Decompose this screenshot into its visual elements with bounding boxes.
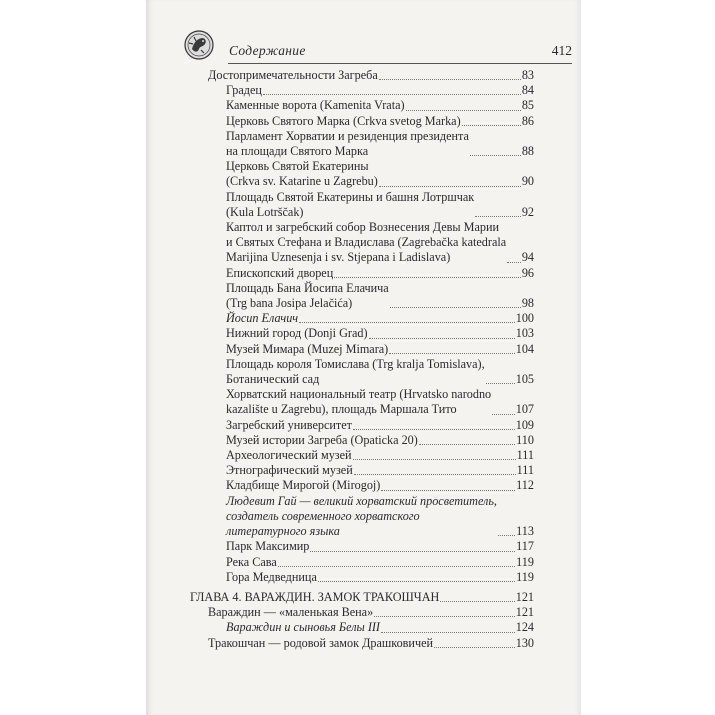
toc-entry	[190, 433, 534, 448]
dot-leader	[263, 94, 521, 95]
dot-leader	[498, 535, 515, 536]
dot-leader	[354, 474, 516, 475]
toc-entry	[190, 494, 534, 540]
toc-entry-title: Площадь Святой Екатерины и башня Лотршчак (Kula Lotrščak)	[226, 189, 475, 219]
dot-leader	[470, 155, 521, 156]
toc-entry-title: Река Сава	[226, 554, 277, 569]
toc-entry-page: 85	[521, 98, 534, 113]
dot-leader	[462, 125, 521, 126]
toc-entry	[190, 448, 534, 463]
dot-leader	[299, 322, 515, 323]
toc-entry-title: Загребский университет	[226, 417, 352, 432]
dot-leader	[353, 429, 515, 430]
toc-entry	[190, 129, 534, 159]
toc-entry-page: 109	[515, 417, 534, 432]
toc-entry-page: 117	[516, 539, 534, 554]
toc-entry-title: Площадь Бана Йосипа Елачича (Trg bana Josipa Jelačića)	[226, 280, 389, 311]
toc-entry-title: Этнографический музей	[226, 463, 353, 478]
toc-entry	[190, 281, 534, 311]
publisher-emblem-icon	[184, 30, 214, 60]
toc-entry	[190, 620, 534, 635]
toc-entry-title: Каменные ворота (Kamenita Vrata)	[226, 98, 405, 113]
toc-entry-title: Каптол и загребский собор Вознесения Девы Марии и Святых Стефана и Владислава (Zagrebačka katedrala Marijina Uznesenja i sv. Stjepana i Ladislava)	[226, 220, 507, 265]
toc-entry	[190, 570, 534, 585]
toc-entry	[190, 159, 534, 189]
toc-entry	[190, 342, 534, 357]
toc-entry-page: 94	[521, 250, 534, 265]
dot-leader	[278, 566, 515, 567]
toc-entry-page: 90	[521, 174, 534, 189]
toc-entry	[190, 463, 534, 478]
toc-entry-title: Археологический музей	[226, 448, 352, 463]
toc-entry-page: 113	[516, 524, 534, 539]
dot-leader	[381, 632, 515, 633]
toc-entry-page: 124	[515, 620, 534, 635]
toc-entry	[190, 311, 534, 326]
dot-leader	[369, 338, 515, 339]
toc-entry	[190, 387, 534, 417]
toc-entry	[190, 478, 534, 493]
toc-entry-page: 86	[521, 113, 534, 128]
toc-entry	[190, 636, 534, 651]
table-of-contents	[190, 68, 534, 651]
toc-entry	[190, 266, 534, 281]
dot-leader	[406, 110, 521, 111]
running-header	[184, 30, 572, 64]
toc-entry-title: ГЛАВА 4. ВАРАЖДИН. ЗАМОК ТРАКОШЧАН	[190, 589, 440, 604]
toc-entry-title: Музей истории Загреба (Opaticka 20)	[226, 432, 418, 447]
toc-entry-page: 107	[515, 402, 534, 417]
toc-entry-title: Епископский дворец	[226, 265, 334, 280]
dot-leader	[318, 581, 515, 582]
dot-leader	[507, 262, 521, 263]
dot-leader	[379, 79, 521, 80]
dot-leader	[486, 383, 515, 384]
header-title: Содержание	[229, 43, 306, 58]
dot-leader	[440, 601, 514, 602]
toc-entry	[190, 68, 534, 83]
toc-entry-title: Йосип Елачич	[226, 311, 299, 326]
dot-leader	[434, 647, 515, 648]
toc-entry	[190, 605, 534, 620]
toc-entry-title: Хорватский национальный театр (Hrvatsko narodno kazalište u Zagrebu), площадь Маршала Тито	[226, 387, 492, 417]
toc-entry	[190, 98, 534, 113]
toc-entry-page: 92	[521, 204, 534, 219]
dot-leader	[334, 277, 521, 278]
page-number: 412	[551, 43, 572, 58]
toc-entry-page: 104	[515, 341, 534, 356]
toc-entry	[190, 83, 534, 98]
dot-leader	[475, 216, 521, 217]
dot-leader	[389, 353, 514, 354]
toc-entry-title: Кладбище Мирогой (Mirogoj)	[226, 478, 381, 493]
toc-entry-page: 130	[515, 635, 534, 650]
toc-entry-title: Церковь Святого Марка (Crkva svetog Marka)	[226, 113, 461, 128]
toc-entry	[190, 555, 534, 570]
toc-entry-page: 83	[521, 68, 534, 82]
dot-leader	[379, 186, 521, 187]
toc-entry	[190, 190, 534, 220]
toc-entry-title: Музей Мимара (Muzej Mimara)	[226, 341, 389, 356]
toc-entry-page: 88	[521, 144, 534, 159]
dot-leader	[381, 490, 515, 491]
toc-entry	[190, 114, 534, 129]
toc-entry-page: 111	[516, 463, 534, 478]
toc-entry-page: 96	[521, 265, 534, 280]
toc-entry-page: 121	[515, 605, 534, 620]
toc-entry	[190, 220, 534, 266]
toc-entry-page: 84	[521, 83, 534, 98]
toc-entry-title: Людевит Гай — великий хорватский просветитель, создатель современного хорватского литературного языка	[226, 493, 497, 539]
dot-leader	[374, 616, 515, 617]
toc-entry-title: Парламент Хорватии и резиденция президента на площади Святого Марка	[226, 128, 469, 159]
toc-entry-title: Вараждин и сыновья Белы III	[226, 620, 380, 635]
toc-entry-page: 121	[515, 589, 534, 604]
dot-leader	[353, 459, 516, 460]
toc-entry-page: 110	[516, 432, 534, 447]
toc-entry-page: 103	[515, 326, 534, 341]
toc-entry-title: Тракошчан — родовой замок Драшковичей	[208, 635, 434, 650]
toc-entry-page: 119	[516, 554, 534, 569]
dot-leader	[310, 551, 515, 552]
toc-entry-page: 112	[516, 478, 534, 493]
toc-entry-title: Парк Максимир	[226, 539, 310, 554]
toc-entry-page: 111	[516, 448, 534, 463]
dot-leader	[390, 307, 521, 308]
header-rule	[228, 63, 572, 64]
toc-entry-title: Церковь Святой Екатерины (Crkva sv. Katarine u Zagrebu)	[226, 159, 378, 189]
toc-entry-page: 100	[515, 311, 534, 326]
toc-entry	[190, 418, 534, 433]
toc-entry-page: 98	[521, 296, 534, 311]
toc-entry-title: Достопримечательности Загреба	[208, 68, 378, 82]
toc-entry	[190, 357, 534, 387]
toc-entry-title: Градец	[226, 83, 262, 98]
book-page	[146, 0, 581, 715]
toc-entry-page: 119	[516, 569, 534, 584]
dot-leader	[492, 414, 515, 415]
toc-chapter-entry	[190, 590, 534, 605]
toc-entry-title: Площадь короля Томислава (Trg kralja Tomislava), Ботанический сад	[226, 356, 485, 387]
dot-leader	[419, 444, 515, 445]
toc-entry-title: Гора Медведница	[226, 569, 317, 584]
toc-entry-title: Нижний город (Donji Grad)	[226, 326, 368, 341]
toc-entry	[190, 539, 534, 554]
toc-entry-page: 105	[515, 372, 534, 387]
toc-entry-title: Вараждин — «маленькая Вена»	[208, 605, 374, 620]
toc-entry	[190, 326, 534, 341]
